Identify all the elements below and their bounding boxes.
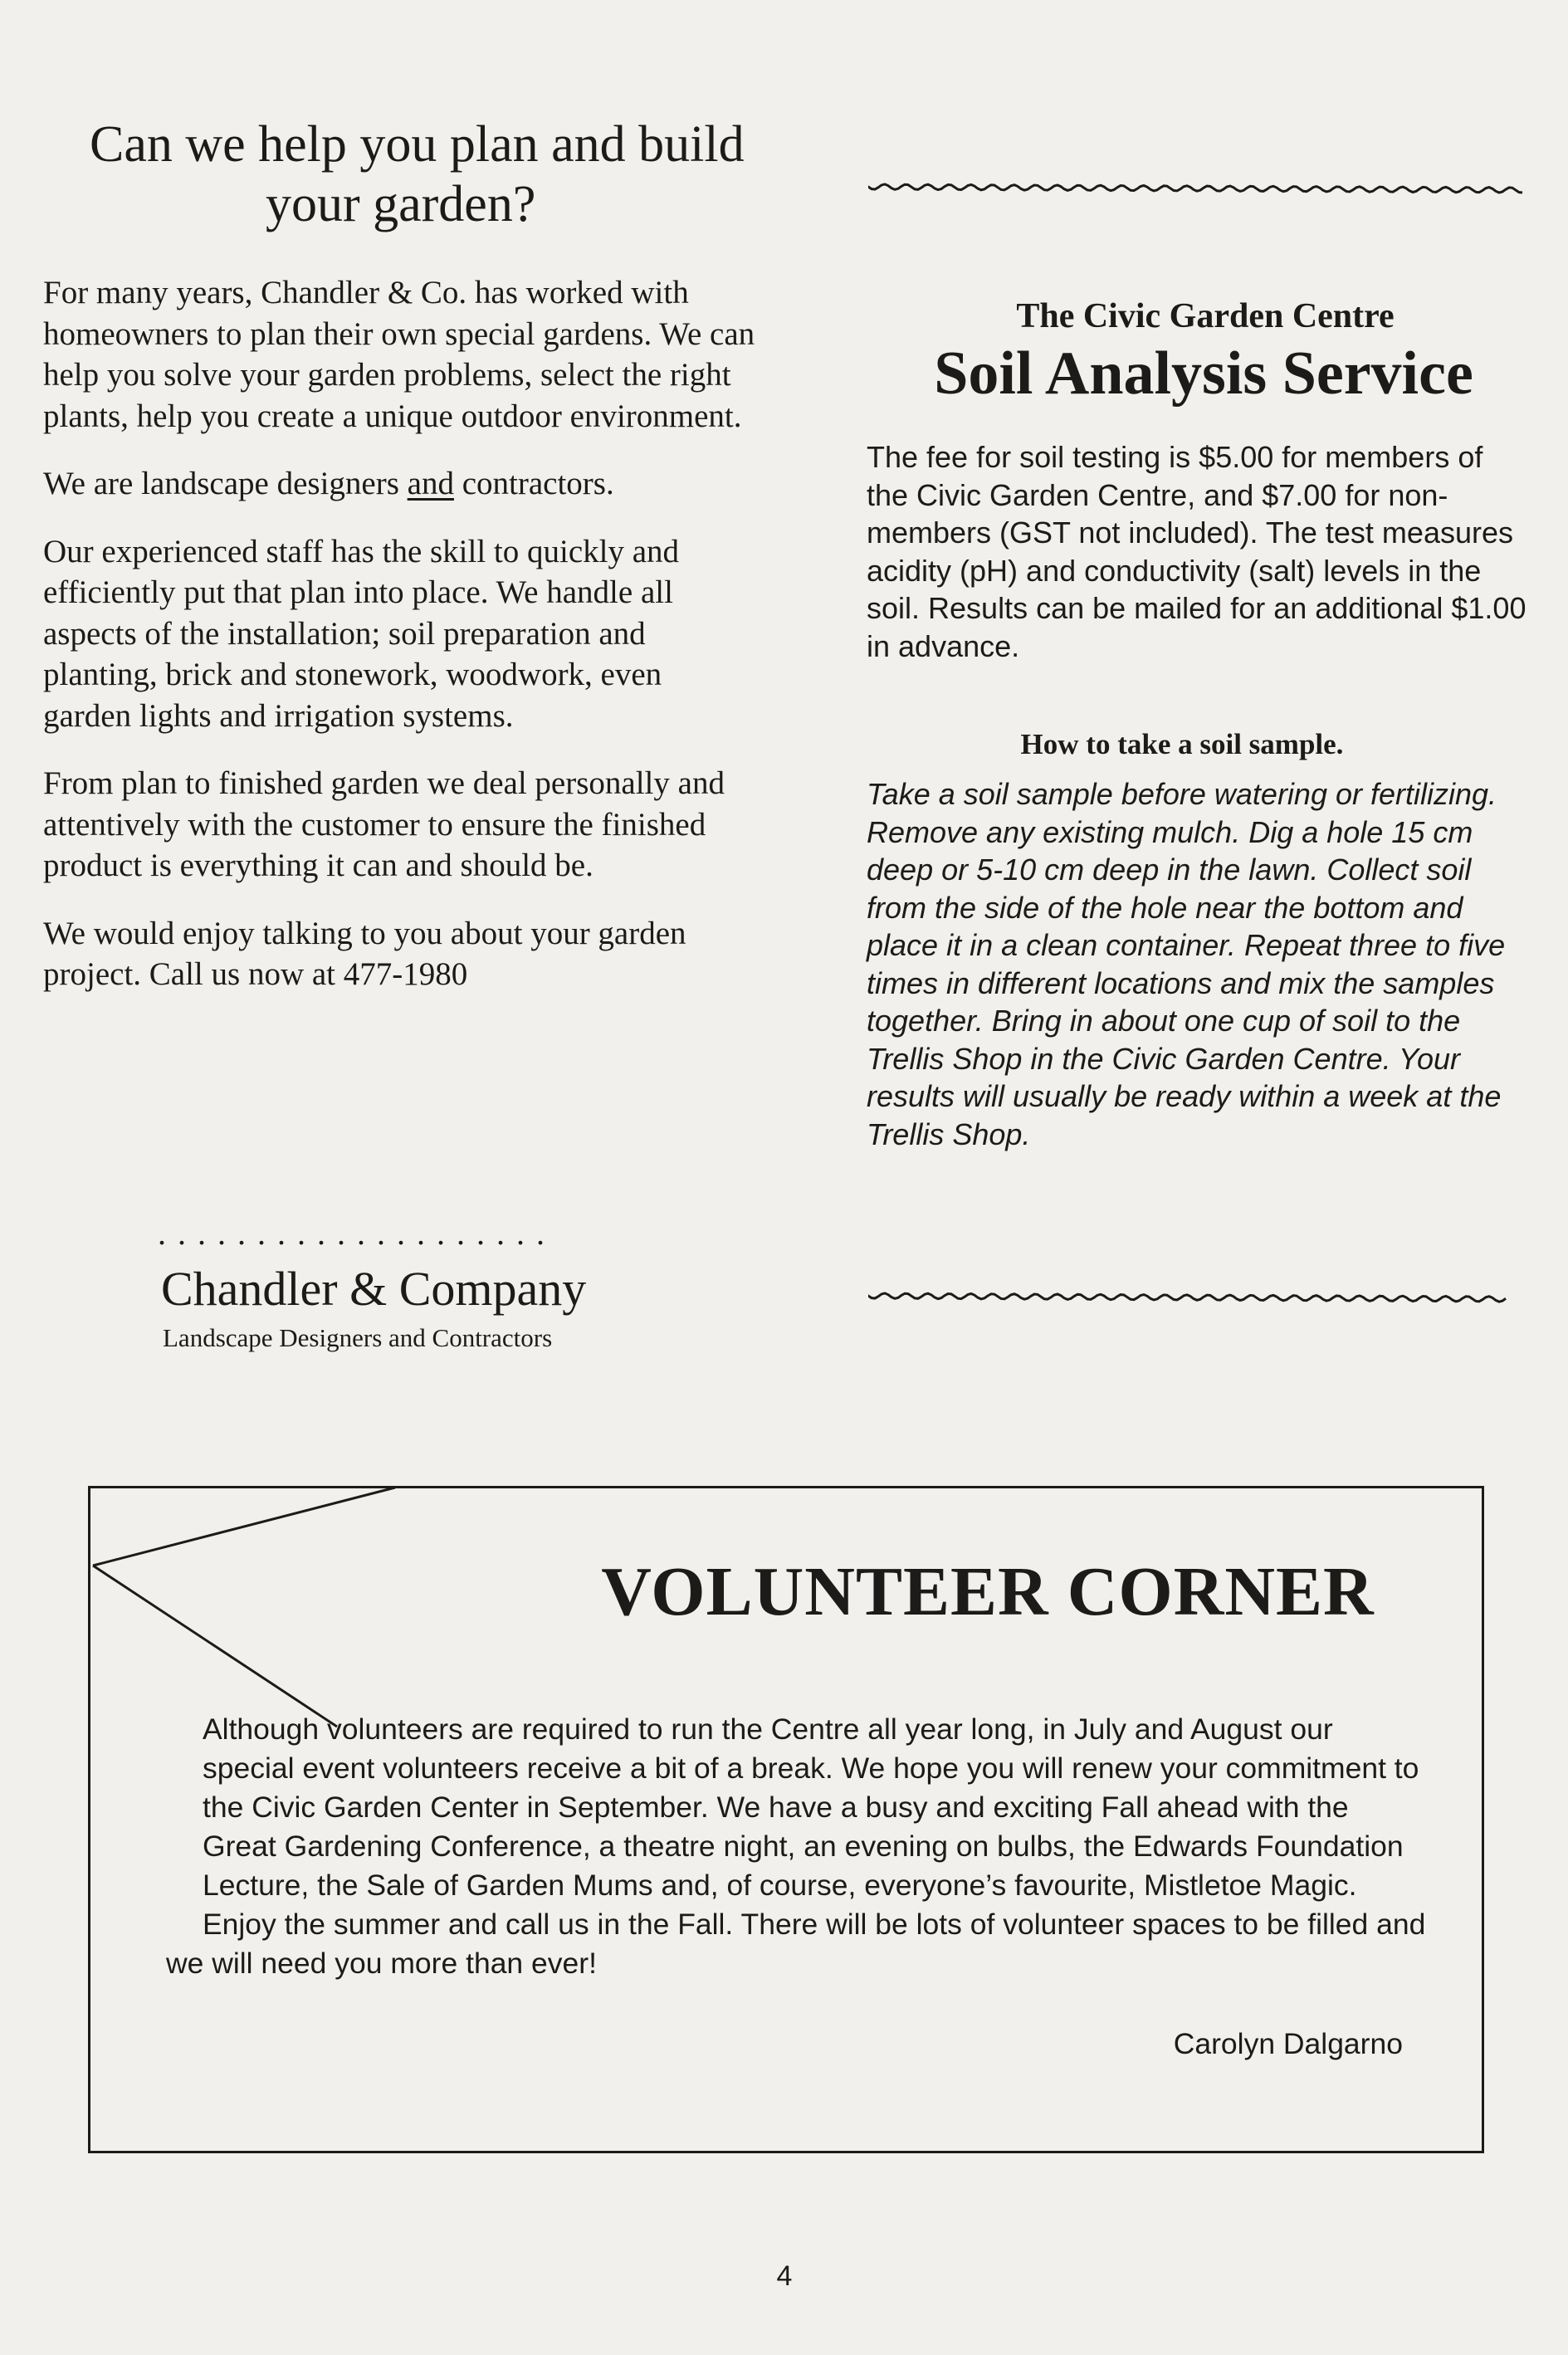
ad-headline-line1: Can we help you plan and build (90, 116, 745, 173)
sample-instructions: Take a soil sample before watering or fertilizing. Remove any existing mulch. Dig a hole 15 cm deep or 5-10 cm deep in the lawn. Collect soil from the side of the hole near the bottom and place it in a clean container. Repeat three to five times in different locations and mix the samples together. Bring in about one cup of soil to the Trellis Shop in the Civic Garden Centre. Your results will usually be ready within a week at the Trellis Shop. (867, 777, 1506, 1151)
ad-paragraph-contact: We would enjoy talking to you about your garden project. Call us now at 477-1980 (43, 915, 686, 992)
company-name: Chandler & Company (161, 1262, 587, 1316)
ad-headline (90, 115, 770, 234)
dotted-divider: .................... (158, 1214, 556, 1252)
soil-fee-text: The fee for soil testing is $5.00 for members of the Civic Garden Centre, and $7.00 for non-members (GST not included). The test measures acidity (pH) and conductivity (salt) levels in the soil. Results can be mailed for an additional $1.00 in advance. (867, 440, 1526, 663)
soil-service-title: Soil Analysis Service (934, 340, 1473, 408)
wavy-rule-bottom (868, 1285, 1507, 1310)
sample-heading: How to take a soil sample. (1020, 728, 1344, 760)
ad-services-emphasis: and (407, 466, 454, 501)
ad-headline-line2: your garden? (266, 176, 536, 232)
ad-paragraph: For many years, Chandler & Co. has worked with homeowners to plan their own special gardens. We can help you solve your garden problems, select the right plants, help you create a unique outdoor environment. (43, 275, 755, 434)
volunteer-corner-title: VOLUNTEER CORNER (601, 1553, 1375, 1630)
volunteer-paragraph: Although volunteers are required to run the Centre all year long, in July and August our special event volunteers receive a bit of a break. We hope you will renew your commitment to the Civic Garden Center in September. We have a busy and exciting Fall ahead with the Great Gardening Conference, a theatre night, an evening on bulbs, the Edwards Foundation Lecture, the Sale of Garden Mums and, of course, everyone’s favourite, Mistletoe Magic. (203, 1713, 1419, 1902)
company-tagline: Landscape Designers and Contractors (163, 1323, 553, 1352)
volunteer-message (166, 1710, 1428, 1983)
wavy-rule-top (868, 176, 1524, 201)
ad-body (43, 272, 757, 1022)
page-number: 4 (776, 2260, 793, 2292)
volunteer-signature: Carolyn Dalgarno (1173, 2027, 1403, 2060)
volunteer-paragraph: Enjoy the summer and call us in the Fall. There will be lots of volunteer spaces to be filled and we will need you more than ever! (166, 1908, 1426, 1980)
ad-paragraph: From plan to finished garden we deal personally and attentively with the customer to ensure the finished product is everything it can and should be. (43, 765, 725, 883)
ad-paragraph-services (43, 463, 757, 505)
ad-services-text-a: We are landscape designers (43, 466, 408, 501)
soil-kicker: The Civic Garden Centre (1016, 297, 1395, 335)
ad-paragraph: Our experienced staff has the skill to quickly and efficiently put that plan into place. We handle all aspects of the installation; soil preparation and planting, brick and stonework, woodwork, even garden lights and irrigation systems. (43, 533, 680, 734)
ad-services-text-b: contractors. (453, 466, 614, 501)
envelope-flap-graphic (88, 1486, 453, 1735)
